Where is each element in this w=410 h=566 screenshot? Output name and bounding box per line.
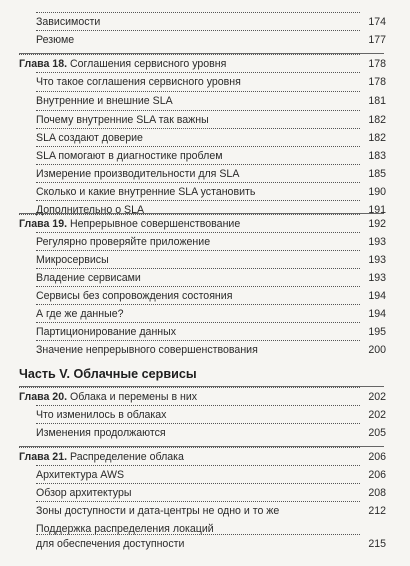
entry-title: Микросервисы [36,254,112,267]
leader-dots [36,182,360,183]
entry-title: Глава 20. Облака и перемены в них [19,391,200,404]
page-number: 182 [368,132,386,144]
entry-title: Глава 18. Соглашения сервисного уровня [19,58,229,71]
entry-title: Владение сервисами [36,272,144,285]
page-number: 202 [368,391,386,403]
page-number: 193 [368,236,386,248]
page-number: 178 [368,76,386,88]
entry-title: Сервисы без сопровождения состояния [36,290,235,303]
leader-dots [36,405,360,406]
entry-title: Партиционирование данных [36,326,179,339]
entry-title: SLA создают доверие [36,132,146,145]
page-number: 205 [368,427,386,439]
entry-title: Зоны доступности и дата-центры не одно и то же [36,505,282,518]
leader-dots [36,304,360,305]
leader-dots [19,54,360,55]
page-number: 206 [368,451,386,463]
part-heading: Часть V. Облачные сервисы [19,367,197,381]
page-number: 195 [368,326,386,338]
leader-dots [36,72,360,73]
page-number: 215 [368,538,386,550]
entry-title: Резюме [36,34,77,47]
leader-dots [36,465,360,466]
page-number: 200 [368,344,386,356]
page-number: 185 [368,168,386,180]
page-number: 192 [368,218,386,230]
entry-title: Зависимости [36,16,103,29]
leader-dots [36,423,360,424]
page-number: 190 [368,186,386,198]
leader-dots [36,12,360,13]
entry-title: Глава 21. Распределение облака [19,451,187,464]
entry-title: Поддержка распределения локаций [36,523,217,536]
leader-dots [36,146,360,147]
leader-dots [36,232,360,233]
entry-title: А где же данные? [36,308,127,321]
page-number: 212 [368,505,386,517]
entry-title: Регулярно проверяйте приложение [36,236,213,249]
entry-title: Что изменилось в облаках [36,409,169,422]
leader-dots [36,128,360,129]
entry-title: Почему внутренние SLA так важны [36,114,212,127]
page-number: 194 [368,308,386,320]
page-number: 174 [368,16,386,28]
page-number: 206 [368,469,386,481]
entry-title: для обеспечения доступности [36,538,187,551]
leader-dots [36,250,360,251]
entry-title: Изменения продолжаются [36,427,169,440]
page-number: 193 [368,254,386,266]
page-number: 182 [368,114,386,126]
entry-title: Глава 19. Непрерывное совершенствование [19,218,243,231]
leader-dots [19,447,360,448]
leader-dots [36,501,360,502]
leader-dots [36,483,360,484]
page-number: 191 [368,204,386,216]
page-number: 202 [368,409,386,421]
leader-dots [36,164,360,165]
leader-dots [36,110,360,111]
entry-title: Что такое соглашения сервисного уровня [36,76,244,89]
leader-dots [36,340,360,341]
leader-dots [36,91,360,92]
leader-dots [36,534,360,535]
leader-dots [19,387,360,388]
entry-title: Обзор архитектуры [36,487,134,500]
page-number: 208 [368,487,386,499]
entry-title: Внутренние и внешние SLA [36,95,176,108]
leader-dots [36,322,360,323]
leader-dots [36,30,360,31]
entry-title: Сколько и какие внутренние SLA установить [36,186,258,199]
page-number: 194 [368,290,386,302]
entry-title: Дополнительно о SLA [36,204,147,217]
page-number: 193 [368,272,386,284]
entry-title: Измерение производительности для SLA [36,168,242,181]
page-number: 181 [368,95,386,107]
leader-dots [36,268,360,269]
entry-title: Значение непрерывного совершенствования [36,344,261,357]
leader-dots [19,214,360,215]
page-number: 177 [368,34,386,46]
leader-dots [36,200,360,201]
leader-dots [36,286,360,287]
entry-title: SLA помогают в диагностике проблем [36,150,226,163]
entry-title: Архитектура AWS [36,469,127,482]
page-number: 183 [368,150,386,162]
page-number: 178 [368,58,386,70]
